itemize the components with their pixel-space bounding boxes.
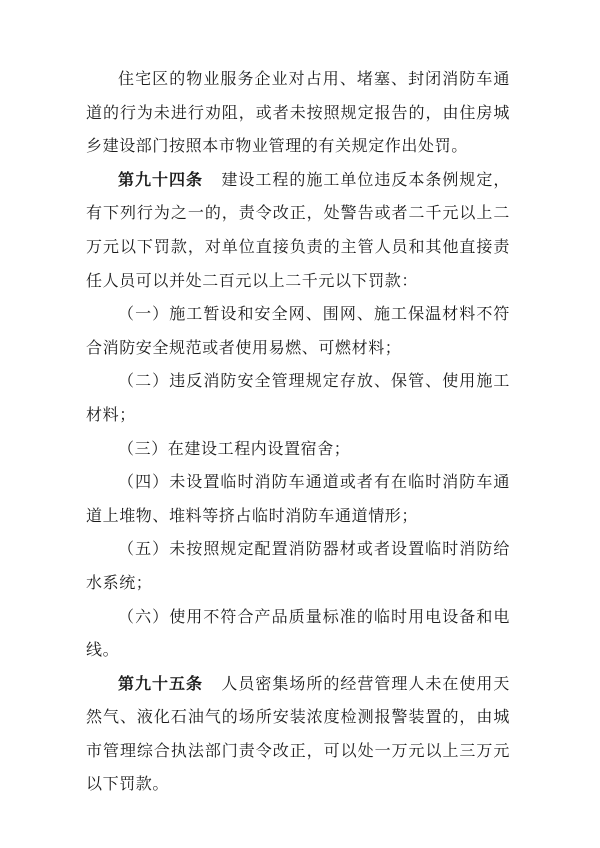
list-item-6	[86, 600, 510, 667]
list-item-text: （四）未设置临时消防车通道或者有在临时消防车通道上堆物、堆料等挤占临时消防车通道情形；	[86, 472, 510, 525]
paragraph-text: 住宅区的物业服务企业对占用、堵塞、封闭消防车通道的行为未进行劝阻，或者未按照规定报告的，由住房城乡建设部门按照本市物业管理的有关规定作出处罚。	[86, 69, 510, 156]
article-95-heading: 第九十五条	[118, 673, 203, 693]
list-item-2	[86, 364, 510, 431]
list-item-4	[86, 465, 510, 532]
list-item-text: （一）施工暂设和安全网、围网、施工保温材料不符合消防安全规范或者使用易燃、可燃材料；	[86, 304, 510, 357]
article-94-heading: 第九十四条	[118, 169, 203, 189]
article-95-text: 人员密集场所的经营管理人未在使用天然气、液化石油气的场所安装浓度检测报警装置的，由城市管理综合执法部门责令改正，可以处一万元以上三万元以下罚款。	[86, 673, 510, 794]
list-item-text: （六）使用不符合产品质量标准的临时用电设备和电线。	[86, 606, 510, 660]
paragraph-property-management	[86, 62, 510, 163]
article-94-text: 建设工程的施工单位违反本条例规定，有下列行为之一的，责令改正，处警告或者二千元以上二万元以下罚款，对单位直接负责的主管人员和其他直接责任人员可以并处二百元以上二千元以下罚款：	[86, 169, 510, 290]
list-item-3	[86, 432, 510, 466]
list-item-1	[86, 297, 510, 364]
list-item-text: （二）违反消防安全管理规定存放、保管、使用施工材料；	[86, 371, 510, 424]
article-95	[86, 667, 510, 801]
list-item-text: （三）在建设工程内设置宿舍；	[118, 438, 351, 458]
document-body	[86, 62, 510, 801]
list-item-5	[86, 532, 510, 599]
list-item-text: （五）未按照规定配置消防器材或者设置临时消防给水系统；	[86, 539, 510, 592]
article-94	[86, 163, 510, 297]
